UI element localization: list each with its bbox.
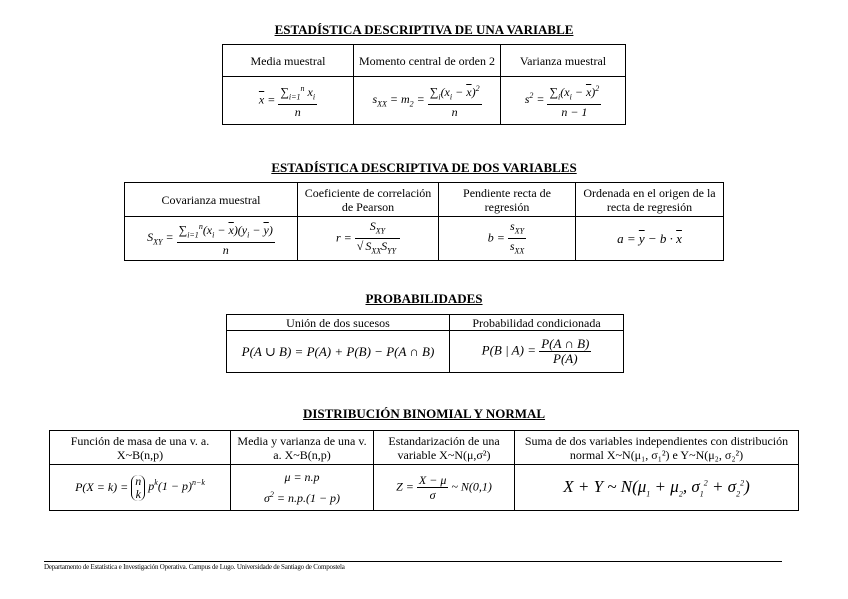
- section-title-two-variables: ESTADÍSTICA DESCRIPTIVA DE DOS VARIABLES: [271, 160, 577, 175]
- table-probabilities: [226, 314, 624, 373]
- header-sample-covariance: Covarianza muestral: [125, 183, 298, 217]
- section-title-probabilities: PROBABILIDADES: [365, 291, 483, 306]
- formula-sample-mean: $\overline{x}$ = $\frac{\sum_{i=1}^n x_i}{n}$: [223, 77, 354, 125]
- section-title-binomial-normal: DISTRIBUCIÓN BINOMIAL Y NORMAL: [302, 406, 546, 421]
- formula-standardization: Z = $\frac{X - \mu}{\sigma}$ ~ N(0,1): [374, 465, 515, 511]
- header-second-central-moment: Momento central de orden 2: [354, 45, 501, 77]
- formula-pearson-correlation: r = $\frac{S_{XY}}{√ S_{XX}S_{YY}}$: [298, 217, 439, 261]
- formula-sum-normals: X + Y ~ $N(\mu_1 + \mu_2$, $\sigma_1^2 + \sigma_2^2$): [515, 465, 799, 511]
- formula-regression-intercept: $a = \overline{y} - b \cdot \overline{x}$: [576, 217, 724, 261]
- header-regression-slope: Pendiente recta de regresión: [439, 183, 576, 217]
- formula-conditional-probability: P(B | A) = $\frac{P(A \cap B)}{P(A)}$: [450, 331, 624, 373]
- header-standardization: Estandarización de una variable X~N(μ,σ²): [374, 431, 515, 465]
- header-pearson-correlation: Coeficiente de correlación de Pearson: [298, 183, 439, 217]
- header-union-events: Unión de dos sucesos: [227, 315, 450, 331]
- footer-text: Departamento de Estatística e Investigación Operativa. Campus de Lugo. Universidade de Santiago de Compostela: [44, 563, 345, 571]
- header-sample-variance: Varianza muestral: [501, 45, 626, 77]
- header-binomial-mean-variance: Media y varianza de una v. a. X~B(n,p): [231, 431, 374, 465]
- section-title-one-variable: ESTADÍSTICA DESCRIPTIVA DE UNA VARIABLE: [274, 22, 574, 37]
- header-conditional-probability: Probabilidad condicionada: [450, 315, 624, 331]
- header-sample-mean: Media muestral: [223, 45, 354, 77]
- header-regression-intercept: Ordenada en el origen de la recta de regresión: [576, 183, 724, 217]
- footer-divider: [44, 561, 782, 562]
- formula-sample-variance: $s^2$ = $\frac{\sum_i(x_i - \overline{x})^2}{n - 1}$: [501, 77, 626, 125]
- formula-binomial-mean-variance: μ = n.p $\sigma^2 = n.p.(1 - p)$: [231, 465, 374, 511]
- table-two-variables: [124, 182, 724, 261]
- table-one-variable: [222, 44, 626, 125]
- formula-second-central-moment: $s_{XX} = m_2$ = $\frac{\sum_i(x_i - \overline{x})^2}{n}$: [354, 77, 501, 125]
- table-binomial-normal: [49, 430, 799, 511]
- header-sum-normals: Suma de dos variables independientes con distribución normal X~N(μ₁, σ₁²) e Y~N(μ₂, σ₂²): [515, 431, 799, 465]
- formula-sample-covariance: $S_{XY}$ = $\frac{\sum_{i=1}^n(x_i - \overline{x})(y_i - \overline{y})}{n}$: [125, 217, 298, 261]
- header-binomial-mass-function: Función de masa de una v. a. X~B(n,p): [50, 431, 231, 465]
- formula-binomial-mass-function: P(X = k) = n k $p^k(1 - p)^{n-k}$: [50, 465, 231, 511]
- formula-union-events: P(A ∪ B) = P(A) + P(B) − P(A ∩ B): [227, 331, 450, 373]
- formula-regression-slope: b = $\frac{s_{XY}}{s_{XX}}$: [439, 217, 576, 261]
